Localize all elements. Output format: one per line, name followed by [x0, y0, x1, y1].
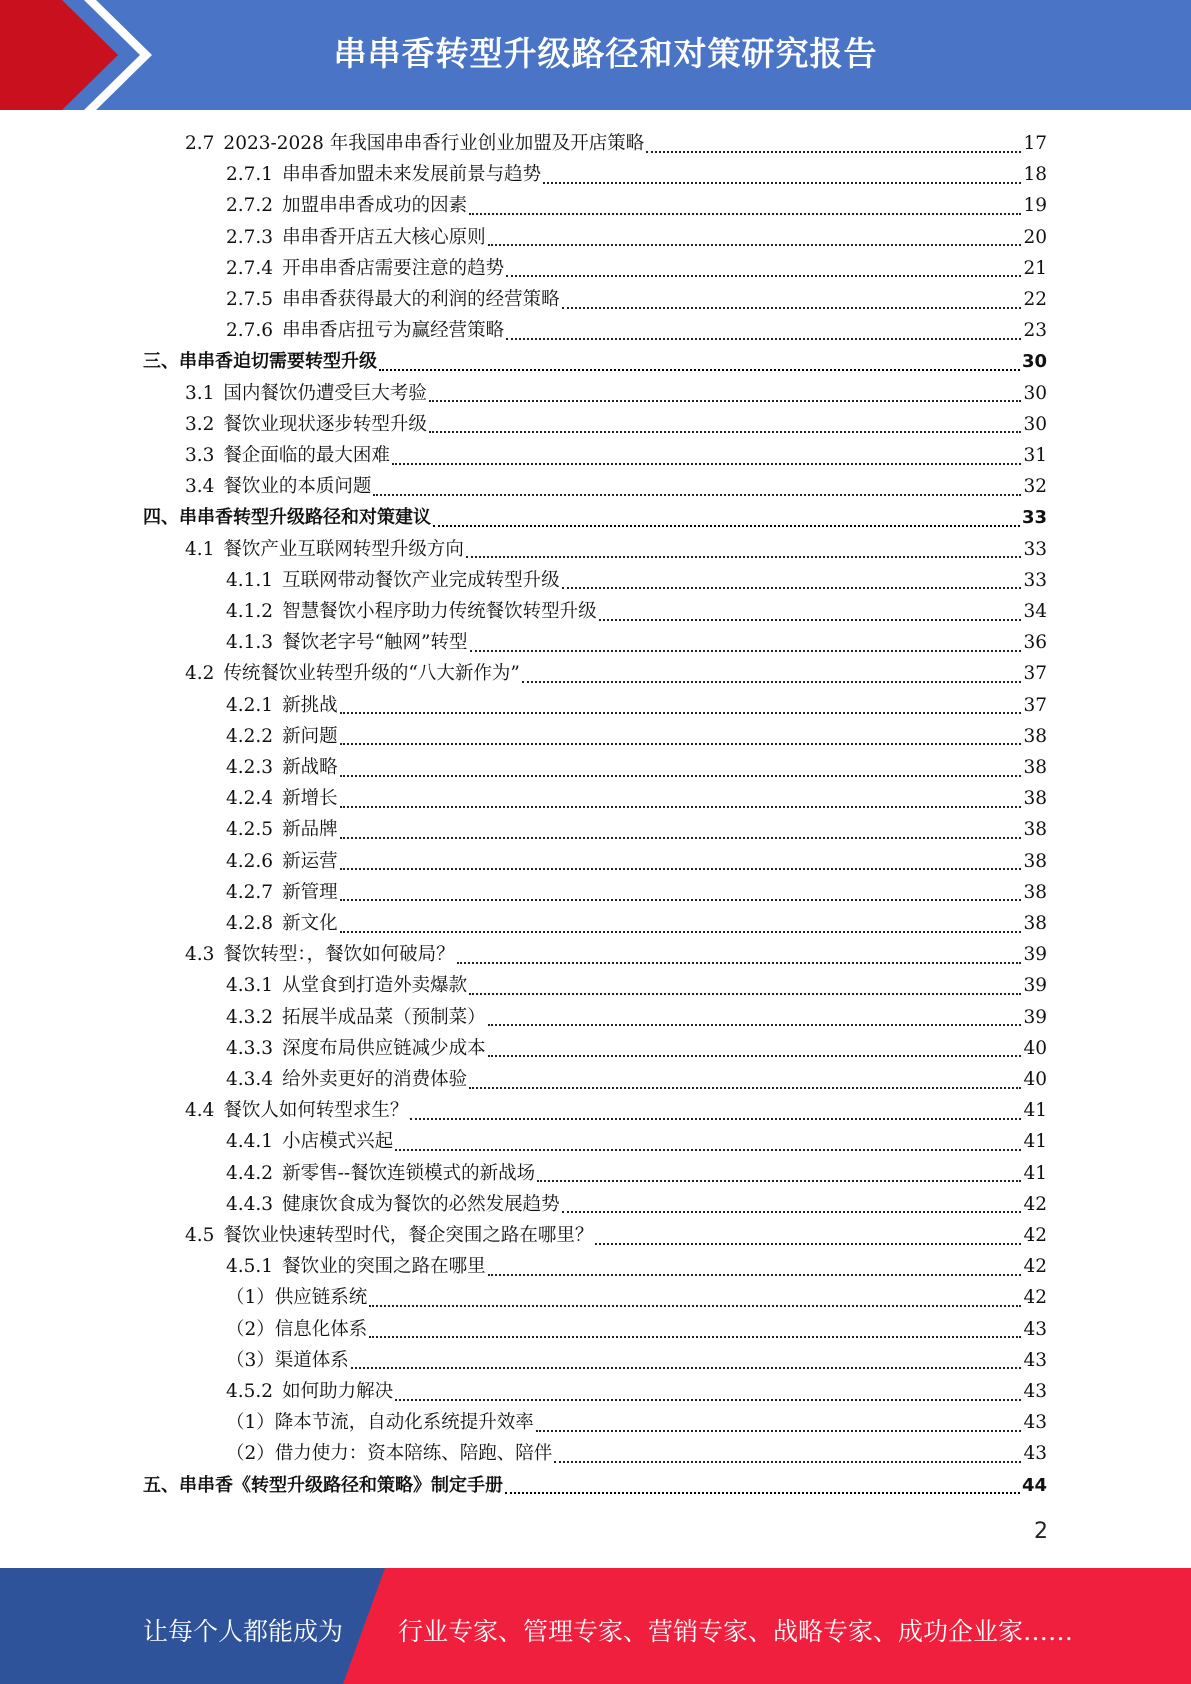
- toc-entry-number: 2.7.1: [226, 164, 274, 186]
- toc-entry-page: 42: [1023, 1193, 1047, 1215]
- toc-dot-leader: [369, 1305, 1021, 1307]
- toc-entry-title: （3）渠道体系: [226, 1349, 349, 1371]
- toc-entry-title: （1）供应链系统: [226, 1287, 368, 1309]
- toc-entry-number: 4.3: [185, 944, 215, 966]
- toc-entry-number: 4.2.2: [226, 725, 274, 747]
- toc-entry-page: 43: [1023, 1443, 1047, 1465]
- toc-entry[interactable]: [226, 159, 1047, 190]
- toc-entry-number: 3.3: [185, 445, 215, 466]
- toc-entry-number: 4.3.4: [226, 1069, 274, 1090]
- toc-dot-leader: [340, 743, 1022, 745]
- footer-slogan-right: 行业专家、管理专家、营销专家、战略专家、成功企业家……: [398, 1617, 1074, 1646]
- toc-entry-page: 43: [1023, 1381, 1047, 1402]
- toc-entry-page: 39: [1023, 944, 1047, 966]
- toc-dot-leader: [562, 1211, 1022, 1213]
- toc-entry-title: 给外卖更好的消费体验: [282, 1069, 468, 1090]
- toc-entry[interactable]: [185, 939, 1047, 970]
- toc-entry-number: 3.2: [185, 413, 215, 435]
- toc-entry[interactable]: [226, 783, 1047, 814]
- toc-entry-number: 4.2.7: [226, 881, 274, 903]
- toc-entry-number: 4.2.5: [226, 819, 274, 841]
- toc-entry-page: 31: [1023, 445, 1047, 466]
- toc-entry[interactable]: [226, 315, 1047, 346]
- toc-entry-title: 串串香开店五大核心原则: [282, 226, 486, 248]
- toc-entry[interactable]: [226, 1189, 1047, 1220]
- toc-dot-leader: [562, 587, 1022, 589]
- toc-dot-leader: [395, 1399, 1021, 1401]
- toc-entry[interactable]: [185, 440, 1047, 471]
- toc-entry-title: 深度布局供应链减少成本: [282, 1037, 486, 1059]
- toc-entry-number: 4.4.3: [226, 1193, 274, 1215]
- toc-dot-leader: [429, 431, 1022, 433]
- toc-dot-leader: [340, 899, 1022, 901]
- toc-entry-page: 33: [1023, 538, 1047, 560]
- toc-entry-number: 2.7.3: [226, 226, 274, 248]
- toc-entry[interactable]: [226, 253, 1047, 284]
- toc-entry-page: 38: [1023, 850, 1047, 872]
- toc-entry-number: 4.1: [185, 538, 215, 560]
- toc-dot-leader: [340, 868, 1022, 870]
- toc-dot-leader: [433, 525, 1020, 527]
- toc-entry-title: 小店模式兴起: [282, 1131, 394, 1153]
- toc-entry-number: 4.1.1: [226, 569, 274, 591]
- toc-entry-title: 餐企面临的最大困难: [223, 445, 390, 466]
- toc-entry-page: 39: [1023, 1006, 1047, 1028]
- toc-entry-number: 4.3.3: [226, 1037, 274, 1059]
- toc-dot-leader: [505, 1492, 1020, 1494]
- toc-entry[interactable]: [143, 1470, 1047, 1501]
- toc-dot-leader: [543, 182, 1021, 184]
- toc-entry[interactable]: [226, 1158, 1047, 1189]
- toc-entry-page: 41: [1023, 1131, 1047, 1153]
- toc-entry-number: 4.2.3: [226, 757, 274, 778]
- toc-entry-number: 4.4: [185, 1100, 215, 1122]
- toc-entry-title: 新问题: [282, 725, 338, 747]
- toc-entry[interactable]: [226, 908, 1047, 939]
- toc-entry-page: 17: [1023, 133, 1047, 154]
- toc-entry-page: 18: [1023, 164, 1047, 186]
- toc-dot-leader: [340, 837, 1022, 839]
- toc-entry-number: 2.7.4: [226, 257, 274, 279]
- toc-entry[interactable]: [226, 1251, 1047, 1282]
- toc-entry-number: 4.2.6: [226, 850, 274, 872]
- toc-entry-title: 餐饮产业互联网转型升级方向: [223, 538, 464, 560]
- toc-entry-title: 从堂食到打造外卖爆款: [282, 975, 468, 997]
- toc-dot-leader: [470, 650, 1022, 652]
- toc-entry[interactable]: [226, 1033, 1047, 1064]
- toc-entry-title: 餐饮业快速转型时代，餐企突围之路在哪里？: [223, 1225, 594, 1246]
- toc-entry-page: 38: [1023, 819, 1047, 841]
- toc-entry[interactable]: [226, 1126, 1047, 1157]
- toc-entry-title: 新战略: [282, 757, 338, 778]
- toc-dot-leader: [369, 1336, 1021, 1338]
- toc-entry-page: 37: [1023, 694, 1047, 716]
- toc-dot-leader: [340, 775, 1022, 777]
- toc-entry-page: 44: [1021, 1474, 1047, 1496]
- toc-entry[interactable]: [226, 1376, 1047, 1407]
- toc-entry-title: 加盟串串香成功的因素: [282, 195, 468, 217]
- toc-entry-title: 串串香店扭亏为赢经营策略: [282, 320, 505, 342]
- toc-dot-leader: [340, 931, 1022, 933]
- toc-entry-number: 2.7.2: [226, 195, 274, 217]
- toc-entry-title: （1）降本节流，自动化系统提升效率: [226, 1412, 534, 1434]
- toc-dot-leader: [469, 993, 1021, 995]
- toc-entry-title: 传统餐饮业转型升级的“八大新作为”: [223, 663, 520, 685]
- toc-dot-leader: [392, 463, 1022, 465]
- toc-entry-page: 30: [1021, 351, 1047, 373]
- toc-entry-number: 4.5: [185, 1225, 215, 1246]
- toc-entry-page: 42: [1023, 1256, 1047, 1278]
- toc-dot-leader: [340, 806, 1022, 808]
- toc-entry[interactable]: [226, 846, 1047, 877]
- toc-entry[interactable]: [226, 284, 1047, 315]
- toc-entry-page: 20: [1023, 226, 1047, 248]
- toc-entry-number: 4.2.4: [226, 788, 274, 810]
- toc-entry-number: 4.3.1: [226, 975, 274, 997]
- toc-entry-number: 4.1.3: [226, 632, 274, 654]
- toc-entry[interactable]: [226, 596, 1047, 627]
- toc-entry-title: 国内餐饮仍遭受巨大考验: [223, 382, 427, 404]
- toc-entry-number: 3.1: [185, 382, 215, 404]
- toc-entry-page: 38: [1023, 913, 1047, 934]
- toc-entry-page: 30: [1023, 413, 1047, 435]
- toc-entry-title: 智慧餐饮小程序助力传统餐饮转型升级: [282, 601, 597, 622]
- toc-entry-title: 餐饮业现状逐步转型升级: [223, 413, 427, 435]
- toc-entry[interactable]: [226, 690, 1047, 721]
- toc-dot-leader: [522, 681, 1022, 683]
- toc-entry-title: 五、串串香《转型升级路径和策略》制定手册: [143, 1474, 503, 1496]
- toc-entry[interactable]: [226, 1345, 1047, 1376]
- toc-entry-title: 新增长: [282, 788, 338, 810]
- toc-entry-page: 40: [1023, 1037, 1047, 1059]
- toc-entry-number: 4.2.1: [226, 694, 274, 716]
- toc-entry-page: 19: [1023, 195, 1047, 217]
- toc-entry[interactable]: [226, 222, 1047, 253]
- toc-entry[interactable]: [226, 721, 1047, 752]
- toc-entry-title: 健康饮食成为餐饮的必然发展趋势: [282, 1193, 560, 1215]
- toc-entry[interactable]: [226, 1438, 1047, 1469]
- toc-entry[interactable]: [226, 1314, 1047, 1345]
- toc-entry-number: 2.7: [185, 133, 215, 154]
- toc-entry-title: 如何助力解决: [282, 1381, 394, 1402]
- toc-entry-page: 42: [1023, 1225, 1047, 1246]
- toc-entry-title: 串串香获得最大的利润的经营策略: [282, 289, 560, 310]
- toc-dot-leader: [595, 1243, 1021, 1245]
- toc-entry-title: 餐饮老字号“触网”转型: [282, 632, 468, 654]
- toc-entry-title: 新挑战: [282, 694, 338, 716]
- toc-entry-number: 4.4.2: [226, 1162, 274, 1184]
- toc-entry-page: 21: [1023, 257, 1047, 279]
- toc-entry[interactable]: [185, 1095, 1047, 1126]
- toc-dot-leader: [379, 369, 1020, 371]
- toc-entry-page: 22: [1023, 289, 1047, 310]
- toc-entry[interactable]: [226, 970, 1047, 1001]
- toc-entry-title: 餐饮业的本质问题: [223, 476, 372, 498]
- toc-dot-leader: [506, 338, 1021, 340]
- toc-entry-number: 4.3.2: [226, 1006, 274, 1028]
- toc-entry[interactable]: [185, 128, 1047, 159]
- toc-entry-page: 39: [1023, 975, 1047, 997]
- toc-entry[interactable]: [226, 752, 1047, 783]
- toc-entry[interactable]: [185, 534, 1047, 565]
- toc-entry-page: 43: [1023, 1318, 1047, 1340]
- toc-entry[interactable]: [226, 1282, 1047, 1313]
- toc-dot-leader: [340, 712, 1022, 714]
- footer-band: [0, 1568, 1191, 1684]
- toc-entry[interactable]: [226, 627, 1047, 658]
- toc-entry-title: 新文化: [282, 913, 338, 934]
- toc-dot-leader: [469, 213, 1021, 215]
- toc-entry[interactable]: [226, 814, 1047, 845]
- toc-entry-title: 开串串香店需要注意的趋势: [282, 257, 505, 279]
- toc-entry-number: 4.1.2: [226, 601, 274, 622]
- toc-entry[interactable]: [226, 1002, 1047, 1033]
- toc-dot-leader: [646, 151, 1021, 153]
- toc-entry-number: 4.2: [185, 663, 215, 685]
- toc-entry-page: 32: [1023, 476, 1047, 498]
- toc-entry-page: 38: [1023, 757, 1047, 778]
- toc-entry-page: 34: [1023, 601, 1047, 622]
- toc-entry-number: 4.5.2: [226, 1381, 274, 1402]
- toc-entry[interactable]: [185, 378, 1047, 409]
- toc-dot-leader: [351, 1367, 1022, 1369]
- toc-dot-leader: [536, 1430, 1022, 1432]
- toc-entry-page: 38: [1023, 788, 1047, 810]
- toc-entry[interactable]: [185, 658, 1047, 689]
- footer-slogan-left: 让每个人都能成为: [143, 1617, 344, 1646]
- toc-entry-title: 拓展半成品菜（预制菜）: [282, 1006, 486, 1028]
- toc-entry[interactable]: [226, 877, 1047, 908]
- toc-dot-leader: [466, 556, 1022, 558]
- toc-dot-leader: [599, 619, 1022, 621]
- toc-entry-title: 三、串串香迫切需要转型升级: [143, 351, 377, 373]
- toc-entry-page: 33: [1021, 507, 1047, 529]
- toc-entry-page: 40: [1023, 1069, 1047, 1090]
- toc-entry-title: 互联网带动餐饮产业完成转型升级: [282, 569, 560, 591]
- toc-entry-page: 38: [1023, 881, 1047, 903]
- toc-entry-page: 37: [1023, 663, 1047, 685]
- toc-entry-title: （2）借力使力：资本陪练、陪跑、陪伴: [226, 1443, 553, 1465]
- toc-entry-title: 串串香加盟未来发展前景与趋势: [282, 164, 542, 186]
- toc-dot-leader: [488, 244, 1022, 246]
- toc-entry-page: 38: [1023, 725, 1047, 747]
- toc-entry-page: 42: [1023, 1287, 1047, 1309]
- toc-entry-title: 餐饮转型：，餐饮如何破局？: [223, 944, 455, 966]
- toc-entry-page: 23: [1023, 320, 1047, 342]
- toc-dot-leader: [457, 962, 1022, 964]
- toc-entry-title: 餐饮人如何转型求生？: [223, 1100, 409, 1122]
- toc-dot-leader: [410, 1118, 1021, 1120]
- toc-entry[interactable]: [185, 471, 1047, 502]
- toc-dot-leader: [537, 1180, 1021, 1182]
- toc-entry-title: 新管理: [282, 881, 338, 903]
- toc-dot-leader: [488, 1274, 1022, 1276]
- toc-entry-page: 36: [1023, 632, 1047, 654]
- toc-entry[interactable]: [226, 1407, 1047, 1438]
- toc-entry-title: 新品牌: [282, 819, 338, 841]
- toc-entry-title: （2）信息化体系: [226, 1318, 368, 1340]
- toc-entry-page: 30: [1023, 382, 1047, 404]
- toc-dot-leader: [429, 400, 1022, 402]
- toc-entry-page: 41: [1023, 1162, 1047, 1184]
- toc-entry[interactable]: [185, 409, 1047, 440]
- toc-entry-title: 2023-2028 年我国串串香行业创业加盟及开店策略: [223, 133, 645, 154]
- toc-dot-leader: [469, 1087, 1021, 1089]
- toc-entry-title: 餐饮业的突围之路在哪里: [282, 1256, 486, 1278]
- toc-entry[interactable]: [143, 346, 1047, 377]
- toc-entry-page: 43: [1023, 1412, 1047, 1434]
- toc-dot-leader: [395, 1149, 1021, 1151]
- toc-entry-title: 新零售--餐饮连锁模式的新战场: [282, 1162, 536, 1184]
- toc-entry-number: 4.5.1: [226, 1256, 274, 1278]
- toc-entry-number: 4.2.8: [226, 913, 274, 934]
- header-band: [0, 0, 1191, 110]
- toc-entry-number: 2.7.6: [226, 320, 274, 342]
- toc-entry[interactable]: [185, 1220, 1047, 1251]
- toc-entry-number: 2.7.5: [226, 289, 274, 310]
- report-title: 串串香转型升级路径和对策研究报告: [333, 34, 878, 73]
- toc-dot-leader: [373, 494, 1021, 496]
- toc-entry-page: 43: [1023, 1349, 1047, 1371]
- toc-dot-leader: [562, 307, 1022, 309]
- toc-dot-leader: [488, 1024, 1022, 1026]
- toc-entry-number: 3.4: [185, 476, 215, 498]
- toc-dot-leader: [488, 1055, 1022, 1057]
- toc-entry[interactable]: [226, 190, 1047, 221]
- toc-entry[interactable]: [226, 565, 1047, 596]
- toc-entry[interactable]: [226, 1064, 1047, 1095]
- toc-entry[interactable]: [143, 502, 1047, 533]
- toc-dot-leader: [506, 275, 1021, 277]
- page-number: 2: [1034, 1519, 1048, 1544]
- toc-entry-title: 四、串串香转型升级路径和对策建议: [143, 507, 431, 529]
- toc-entry-page: 33: [1023, 569, 1047, 591]
- toc-entry-page: 41: [1023, 1100, 1047, 1122]
- toc-dot-leader: [554, 1461, 1021, 1463]
- toc-entry-title: 新运营: [282, 850, 338, 872]
- toc-entry-number: 4.4.1: [226, 1131, 274, 1153]
